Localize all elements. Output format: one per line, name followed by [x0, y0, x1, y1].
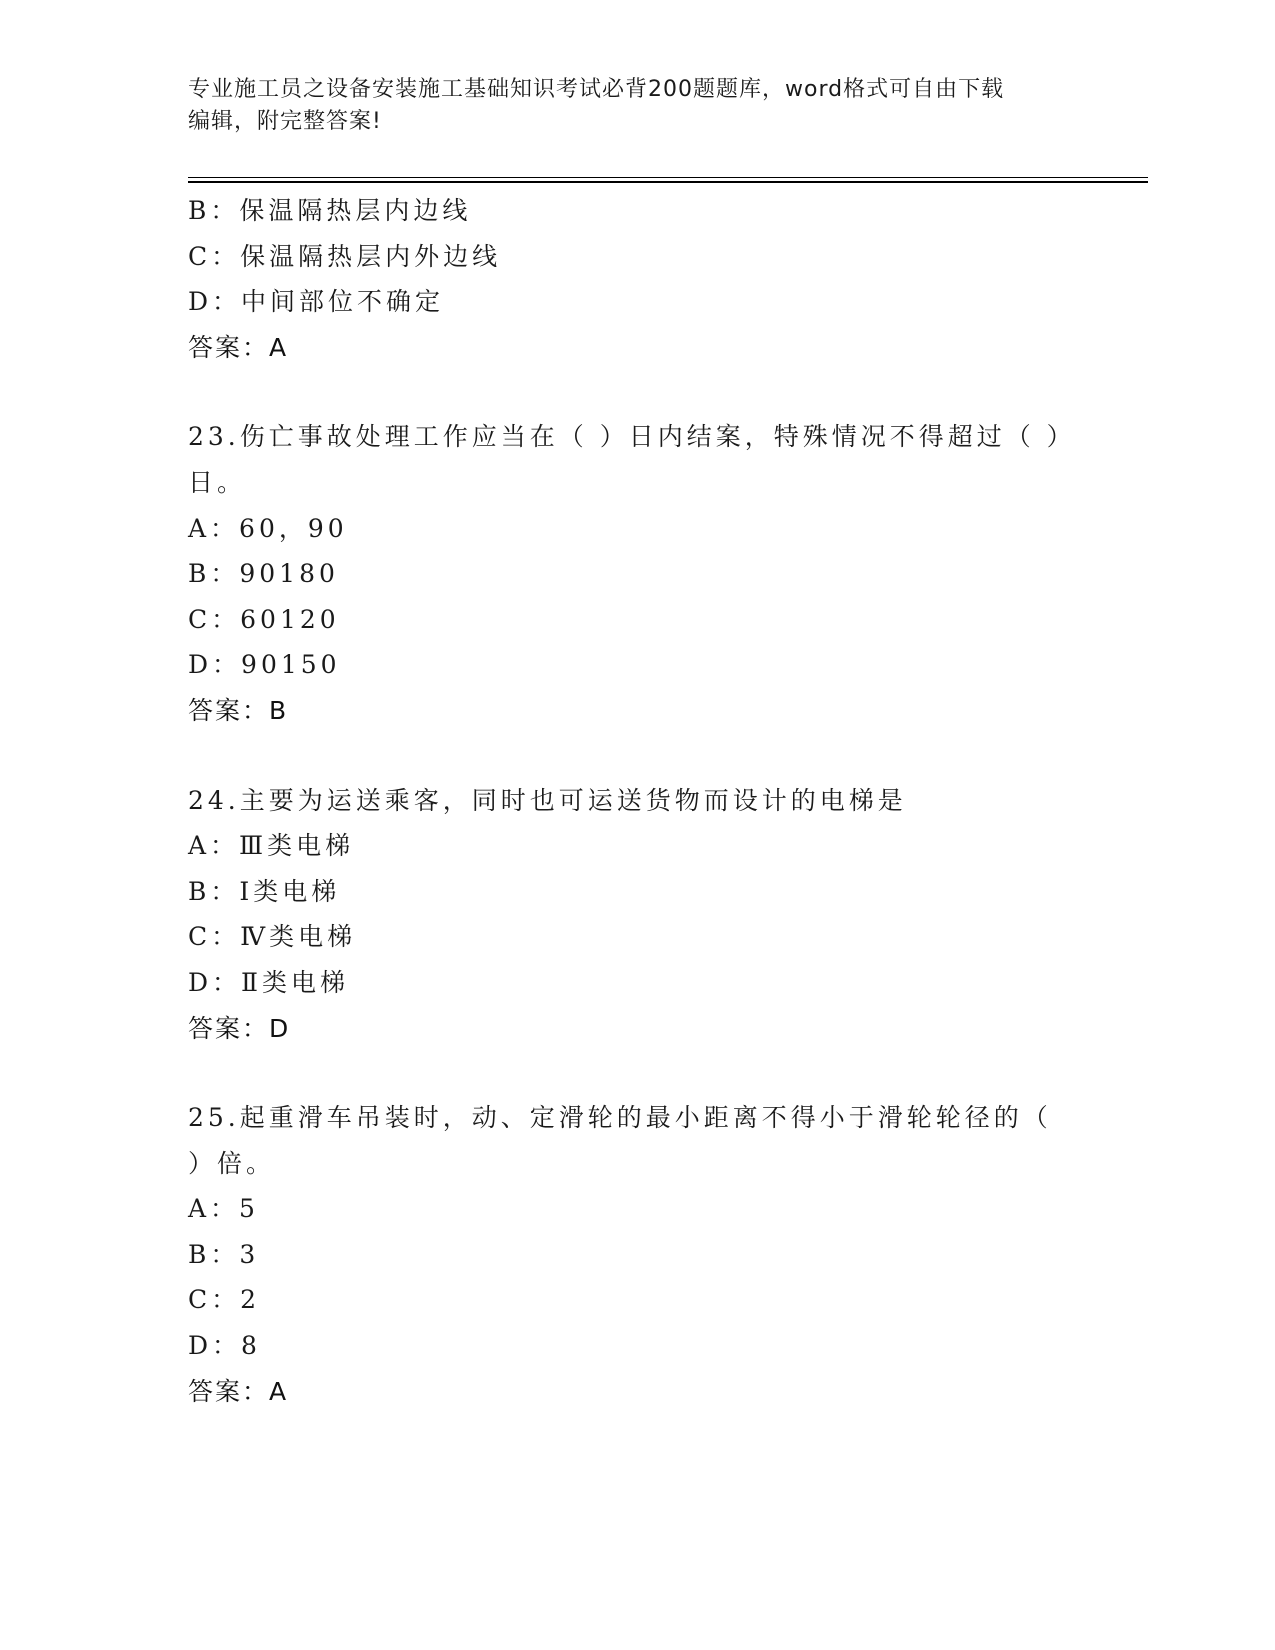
option-c: C：Ⅳ类电梯 [188, 922, 357, 952]
option-d: D：8 [188, 1331, 261, 1361]
header-line-1: 专业施工员之设备安装施工基础知识考试必背200题题库，word格式可自由下载 [188, 77, 1005, 102]
header-divider-thick [188, 181, 1148, 183]
option-a: A：Ⅲ类电梯 [188, 831, 355, 861]
answer-line: 答案：B [188, 695, 289, 725]
option-a: A：5 [188, 1194, 259, 1224]
answer-line: 答案：A [188, 1376, 289, 1406]
option-d: D：Ⅱ类电梯 [188, 967, 350, 997]
document-header [188, 74, 1088, 138]
question-24 [188, 778, 1148, 1052]
answer-line: 答案：D [188, 1013, 291, 1043]
option-c: C：保温隔热层内外边线 [188, 241, 502, 271]
option-b: B：Ⅰ类电梯 [188, 876, 341, 906]
question-23 [188, 414, 1148, 733]
option-a: A：60，90 [188, 513, 348, 543]
option-d: D：中间部位不确定 [188, 287, 445, 317]
question-text: 23.伤亡事故处理工作应当在（ ）日内结案，特殊情况不得超过（ ） [188, 422, 1076, 452]
question-text-continued: ）倍。 [188, 1148, 276, 1178]
option-c: C：2 [188, 1285, 261, 1315]
option-c: C：60120 [188, 604, 340, 634]
header-line-2: 编辑，附完整答案! [188, 109, 382, 134]
answer-line: 答案：A [188, 332, 289, 362]
option-b: B：90180 [188, 559, 339, 589]
question-list [188, 188, 1148, 1414]
option-d: D：90150 [188, 650, 341, 680]
spacer [188, 370, 1148, 414]
option-b: B：3 [188, 1239, 260, 1269]
question-22-tail [188, 188, 1148, 370]
question-text: 25.起重滑车吊装时，动、定滑轮的最小距离不得小于滑轮轮径的（ [188, 1103, 1052, 1133]
question-25 [188, 1095, 1148, 1414]
document-page [188, 0, 1148, 1650]
option-b: B：保温隔热层内边线 [188, 196, 472, 225]
spacer [188, 1051, 1148, 1095]
spacer [188, 734, 1148, 778]
question-text: 24.主要为运送乘客，同时也可运送货物而设计的电梯是 [188, 785, 907, 815]
question-text-continued: 日。 [188, 467, 247, 497]
header-divider-thin [188, 177, 1148, 178]
